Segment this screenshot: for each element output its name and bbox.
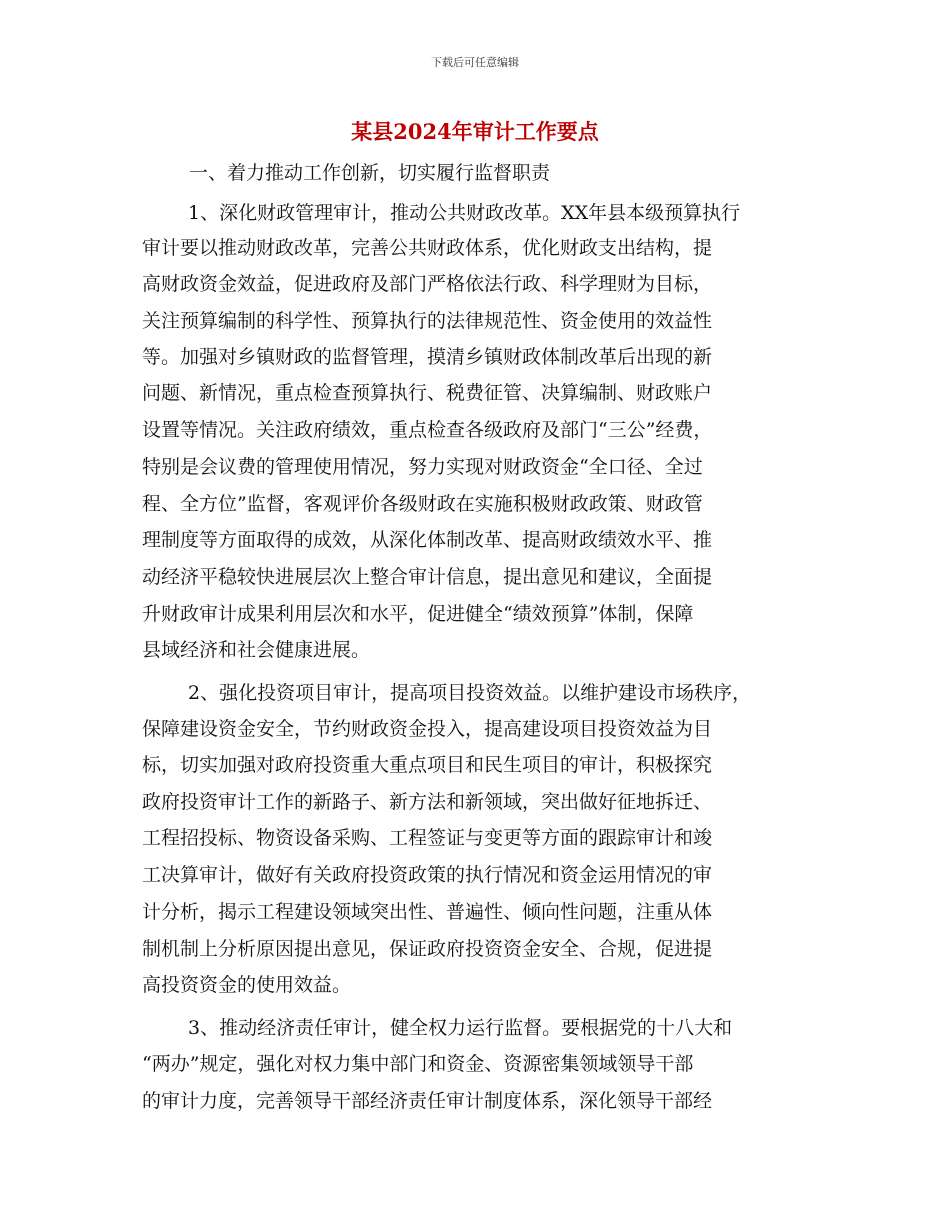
paragraph-1-line: 关注预算编制的科学性、预算执行的法律规范性、资金使用的效益性: [142, 310, 713, 332]
paragraph-3-line: “两办”规定，强化对权力集中部门和资金、资源密集领域领导干部: [142, 1053, 694, 1075]
paragraph-2-line: 政府投资审计工作的新路子、新方法和新领域，突出做好征地拆迁、: [142, 791, 713, 813]
paragraph-2-line: 保障建设资金安全，节约财政资金投入，提高建设项目投资效益为目: [142, 718, 713, 740]
header-note: 下载后可任意编辑: [431, 56, 519, 69]
paragraph-3-line: 的审计力度，完善领导干部经济责任审计制度体系，深化领导干部经: [142, 1090, 713, 1112]
paragraph-1-line: 1、深化财政管理审计，推动公共财政改革。XX年县本级预算执行: [188, 202, 741, 224]
paragraph-1-line: 程、全方位”监督，客观评价各级财政在实施积极财政政策、财政管: [142, 493, 703, 515]
paragraph-2-line: 标，切实加强对政府投资重大重点项目和民生项目的审计，积极探究: [142, 754, 713, 776]
paragraph-1-line: 理制度等方面取得的成效，从深化体制改革、提高财政绩效水平、推: [142, 529, 713, 551]
paragraph-1-line: 动经济平稳较快进展层次上整合审计信息，提出意见和建议，全面提: [142, 566, 713, 588]
paragraph-1-line: 升财政审计成果利用层次和水平，促进健全“绩效预算”体制，保障: [142, 603, 694, 625]
paragraph-2-line: 高投资资金的使用效益。: [142, 974, 352, 996]
paragraph-2-line: 计分析，揭示工程建设领域突出性、普遍性、倾向性问题，注重从体: [142, 901, 713, 923]
paragraph-3-line: 3、推动经济责任审计，健全权力运行监督。要根据党的十八大和: [188, 1017, 733, 1039]
paragraph-1-line: 审计要以推动财政改革，完善公共财政体系，优化财政支出结构，提: [142, 237, 713, 259]
paragraph-1-line: 设置等情况。关注政府绩效，重点检查各级政府及部门“三公”经费，: [142, 419, 713, 441]
paragraph-2-line: 制机制上分析原因提出意见，保证政府投资资金安全、合规，促进提: [142, 938, 713, 960]
paragraph-2-line: 2、强化投资项目审计，提高项目投资效益。以维护建设市场秩序，: [188, 682, 752, 704]
section-heading-1: 一、着力推动工作创新，切实履行监督职责: [189, 162, 551, 184]
paragraph-1-line: 特别是会议费的管理使用情况，努力实现对财政资金“全口径、全过: [142, 456, 703, 478]
paragraph-2-line: 工决算审计，做好有关政府投资政策的执行情况和资金运用情况的审: [142, 864, 713, 886]
paragraph-1-line: 县域经济和社会健康进展。: [142, 639, 371, 661]
paragraph-1-line: 等。加强对乡镇财政的监督管理，摸清乡镇财政体制改革后出现的新: [142, 346, 713, 368]
paragraph-1-line: 问题、新情况，重点检查预算执行、税费征管、决算编制、财政账户: [142, 382, 713, 404]
paragraph-1-line: 高财政资金效益，促进政府及部门严格依法行政、科学理财为目标，: [142, 273, 713, 295]
paragraph-2-line: 工程招投标、物资设备采购、工程签证与变更等方面的跟踪审计和竣: [142, 827, 713, 849]
document-title: 某县2024年审计工作要点: [351, 119, 599, 144]
